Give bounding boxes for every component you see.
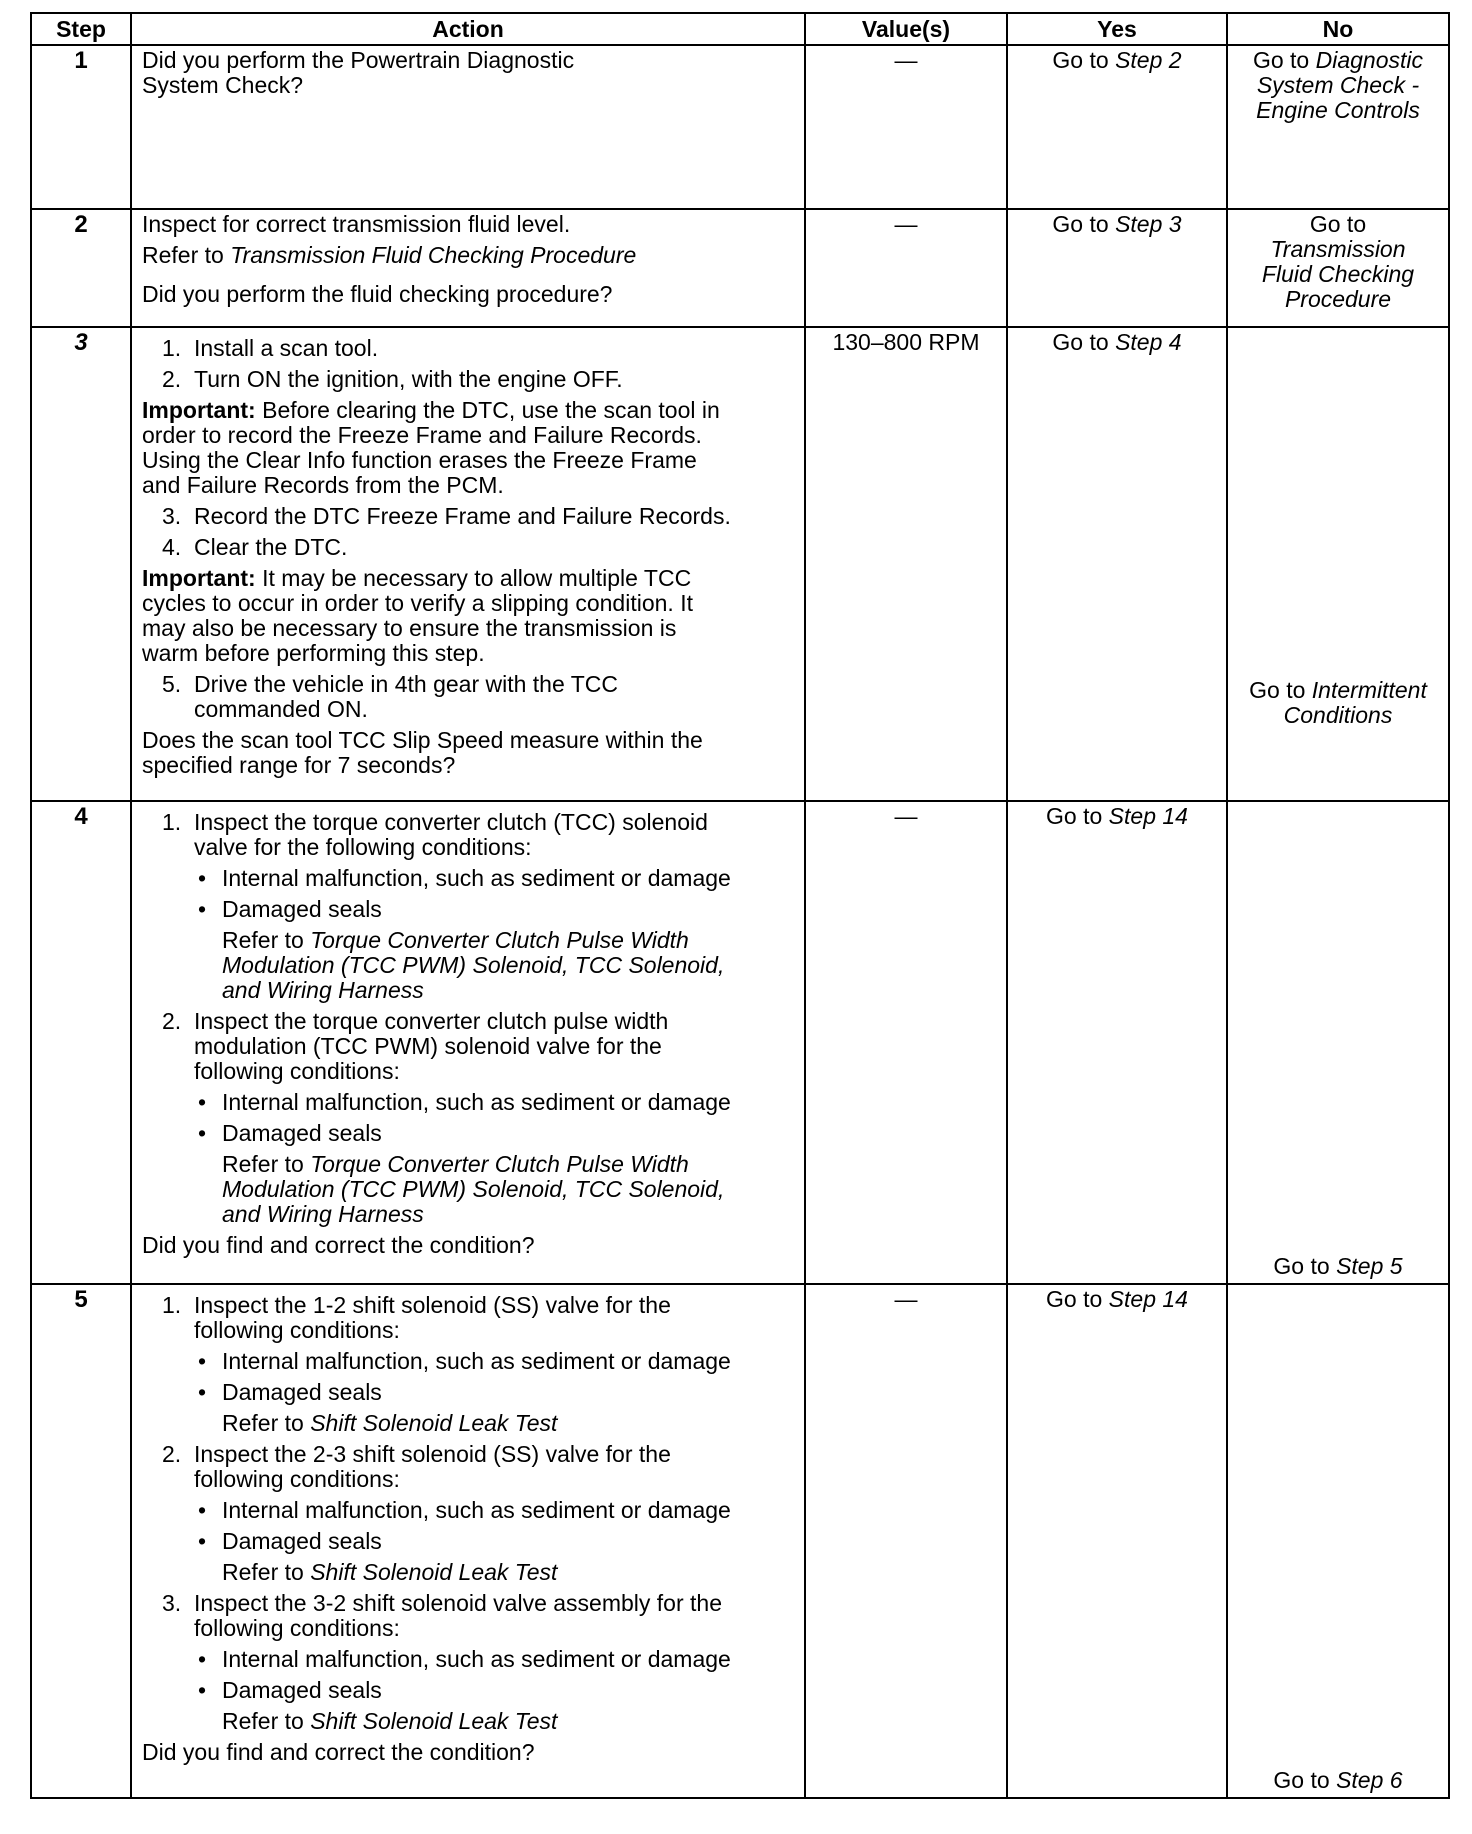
yes-link[interactable]: Step 14 (1108, 1286, 1188, 1312)
no-prefix: Go to (1273, 1767, 1337, 1793)
header-step: Step (31, 13, 131, 45)
item-text: Inspect the 2-3 shift solenoid (SS) valve for the (194, 1441, 671, 1467)
diagnostic-table (30, 12, 1450, 1799)
item-number: 2. (162, 1008, 182, 1034)
bullet-text: Damaged seals (222, 896, 382, 922)
refer-block (222, 1709, 794, 1734)
header-row (31, 13, 1449, 45)
question-line: Did you perform the Powertrain Diagnostic (142, 47, 575, 73)
refer-link[interactable]: Modulation (TCC PWM) Solenoid, TCC Solenoid, (222, 952, 725, 978)
item-number: 3. (162, 1590, 182, 1616)
item-text: following conditions: (194, 1317, 400, 1343)
numbered-item (162, 367, 794, 392)
no-link[interactable]: Step 6 (1336, 1767, 1403, 1793)
refer-block (222, 928, 794, 1003)
item-text: Inspect the torque converter clutch (TCC) solenoid (194, 809, 708, 835)
step-value: 130–800 RPM (805, 327, 1007, 801)
numbered-item (162, 336, 794, 361)
yes-cell (1007, 45, 1227, 209)
yes-prefix: Go to (1052, 329, 1116, 355)
no-cell (1227, 45, 1449, 209)
bullet-item (198, 1121, 794, 1146)
header-yes: Yes (1007, 13, 1227, 45)
numbered-item (162, 810, 794, 860)
no-cell (1227, 1284, 1449, 1798)
no-link[interactable]: Procedure (1284, 286, 1392, 312)
question-line: Did you find and correct the condition? (142, 1232, 535, 1258)
item-text: commanded ON. (194, 696, 368, 722)
step-value: — (805, 209, 1007, 327)
step-value: — (805, 1284, 1007, 1798)
item-number: 5. (162, 671, 182, 697)
note-line: Using the Clear Info function erases the Freeze Frame (142, 447, 697, 473)
bullet-icon: • (198, 1348, 207, 1374)
no-prefix: Go to (1309, 211, 1367, 237)
refer-prefix: Refer to (222, 1151, 311, 1177)
bullet-item (198, 1647, 794, 1672)
question-line: Did you find and correct the condition? (142, 1739, 535, 1765)
note-line: Before clearing the DTC, use the scan tool in (255, 397, 720, 423)
step-row-4 (31, 801, 1449, 1284)
step-action (131, 327, 805, 801)
bullet-text: Damaged seals (222, 1379, 382, 1405)
bullet-item (198, 1380, 794, 1405)
step-number: 5 (31, 1284, 131, 1798)
question (142, 728, 794, 778)
header-no: No (1227, 13, 1449, 45)
step-number: 4 (31, 801, 131, 1284)
yes-prefix: Go to (1052, 47, 1116, 73)
bullet-text: Internal malfunction, such as sediment or damage (222, 865, 731, 891)
important-note (142, 566, 794, 666)
numbered-item (162, 1591, 794, 1641)
yes-link[interactable]: Step 4 (1115, 329, 1182, 355)
refer-link[interactable]: Torque Converter Clutch Pulse Width (310, 1151, 689, 1177)
item-text: modulation (TCC PWM) solenoid valve for the (194, 1033, 662, 1059)
bullet-text: Damaged seals (222, 1677, 382, 1703)
bullet-icon: • (198, 896, 207, 922)
question-line: Did you perform the fluid checking procedure? (142, 281, 613, 307)
bullet-text: Internal malfunction, such as sediment or damage (222, 1348, 731, 1374)
bullet-icon: • (198, 1646, 207, 1672)
item-text: following conditions: (194, 1615, 400, 1641)
numbered-item (162, 1009, 794, 1084)
bullet-text: Damaged seals (222, 1120, 382, 1146)
item-number: 1. (162, 1292, 182, 1318)
refer-link[interactable]: Shift Solenoid Leak Test (310, 1559, 558, 1585)
item-text: Turn ON the ignition, with the engine OFF. (194, 366, 623, 392)
step-action (131, 45, 805, 209)
refer-line (142, 243, 794, 268)
bullet-text: Internal malfunction, such as sediment or damage (222, 1646, 731, 1672)
important-note (142, 398, 794, 498)
action-text: Inspect for correct transmission fluid level. (142, 211, 571, 237)
no-link[interactable]: Step 5 (1336, 1253, 1403, 1279)
numbered-item (162, 672, 794, 722)
item-text: following conditions: (194, 1466, 400, 1492)
bullet-icon: • (198, 1379, 207, 1405)
no-link[interactable]: Intermittent (1311, 677, 1427, 703)
bullet-item (198, 1349, 794, 1374)
item-number: 4. (162, 534, 182, 560)
yes-prefix: Go to (1046, 803, 1109, 829)
numbered-item (162, 504, 794, 529)
step-number: 2 (31, 209, 131, 327)
bullet-icon: • (198, 1497, 207, 1523)
no-link[interactable]: System Check - (1256, 72, 1420, 98)
no-link[interactable]: Conditions (1283, 702, 1393, 728)
refer-prefix: Refer to (222, 1708, 311, 1734)
no-link[interactable]: Diagnostic (1315, 47, 1424, 73)
no-cell (1227, 801, 1449, 1284)
item-text: valve for the following conditions: (194, 834, 532, 860)
numbered-item (162, 1442, 794, 1492)
no-prefix: Go to (1252, 47, 1316, 73)
refer-link[interactable]: Shift Solenoid Leak Test (310, 1708, 558, 1734)
note-line: and Failure Records from the PCM. (142, 472, 504, 498)
bullet-item (198, 897, 794, 922)
numbered-item (162, 1293, 794, 1343)
bullet-icon: • (198, 1089, 207, 1115)
yes-cell (1007, 327, 1227, 801)
refer-link[interactable]: Shift Solenoid Leak Test (310, 1410, 558, 1436)
bullet-icon: • (198, 1120, 207, 1146)
refer-prefix: Refer to (222, 927, 311, 953)
note-line: may also be necessary to ensure the transmission is (142, 615, 677, 641)
yes-prefix: Go to (1052, 211, 1116, 237)
refer-link[interactable]: and Wiring Harness (222, 977, 424, 1003)
yes-link[interactable]: Step 3 (1115, 211, 1182, 237)
refer-link[interactable]: Transmission Fluid Checking Procedure (230, 242, 637, 268)
step-number: 1 (31, 45, 131, 209)
bullet-icon: • (198, 1528, 207, 1554)
bullet-item (198, 1090, 794, 1115)
refer-block (222, 1152, 794, 1227)
refer-prefix: Refer to (222, 1410, 311, 1436)
step-row-5 (31, 1284, 1449, 1798)
item-text: Inspect the 1-2 shift solenoid (SS) valve for the (194, 1292, 671, 1318)
item-number: 3. (162, 503, 182, 529)
note-line: order to record the Freeze Frame and Failure Records. (142, 422, 702, 448)
refer-prefix: Refer to (222, 1559, 311, 1585)
question-line: Does the scan tool TCC Slip Speed measure within the (142, 727, 703, 753)
bullet-item (198, 1498, 794, 1523)
item-text: Install a scan tool. (194, 335, 379, 361)
bullet-item (198, 1529, 794, 1554)
step-number: 3 (31, 327, 131, 801)
numbered-item (162, 535, 794, 560)
no-cell (1227, 327, 1449, 801)
bullet-icon: • (198, 1677, 207, 1703)
bullet-item (198, 866, 794, 891)
refer-block (222, 1560, 794, 1585)
step-action (131, 801, 805, 1284)
refer-link[interactable]: Modulation (TCC PWM) Solenoid, TCC Solenoid, (222, 1176, 725, 1202)
bullet-item (198, 1678, 794, 1703)
item-text: Clear the DTC. (194, 534, 348, 560)
bullet-text: Internal malfunction, such as sediment or damage (222, 1089, 731, 1115)
item-number: 1. (162, 809, 182, 835)
important-label: Important: (142, 397, 256, 423)
refer-link[interactable]: Torque Converter Clutch Pulse Width (310, 927, 689, 953)
bullet-text: Damaged seals (222, 1528, 382, 1554)
yes-link[interactable]: Step 2 (1115, 47, 1182, 73)
step-value: — (805, 801, 1007, 1284)
refer-link[interactable]: and Wiring Harness (222, 1201, 424, 1227)
step-row-1 (31, 45, 1449, 209)
no-link[interactable]: Engine Controls (1256, 97, 1420, 123)
no-prefix: Go to (1249, 677, 1312, 703)
yes-prefix: Go to (1046, 1286, 1109, 1312)
header-action: Action (131, 13, 805, 45)
step-row-3 (31, 327, 1449, 801)
step-action (131, 209, 805, 327)
question-line: System Check? (142, 72, 304, 98)
item-text: Inspect the torque converter clutch pulse width (194, 1008, 669, 1034)
item-number: 1. (162, 335, 182, 361)
no-prefix: Go to (1273, 1253, 1337, 1279)
item-text: following conditions: (194, 1058, 400, 1084)
item-text: Record the DTC Freeze Frame and Failure Records. (194, 503, 731, 529)
refer-prefix: Refer to (142, 242, 231, 268)
step-action (131, 1284, 805, 1798)
no-link[interactable]: Transmission (1270, 236, 1406, 262)
step-row-2 (31, 209, 1449, 327)
yes-cell (1007, 209, 1227, 327)
header-values: Value(s) (805, 13, 1007, 45)
step-value: — (805, 45, 1007, 209)
item-number: 2. (162, 366, 182, 392)
note-line: It may be necessary to allow multiple TCC (255, 565, 692, 591)
refer-block (222, 1411, 794, 1436)
item-text: Drive the vehicle in 4th gear with the TCC (194, 671, 618, 697)
important-label: Important: (142, 565, 256, 591)
yes-cell (1007, 1284, 1227, 1798)
item-text: Inspect the 3-2 shift solenoid valve assembly for the (194, 1590, 723, 1616)
bullet-icon: • (198, 865, 207, 891)
no-cell (1227, 209, 1449, 327)
item-number: 2. (162, 1441, 182, 1467)
no-link[interactable]: Fluid Checking (1261, 261, 1415, 287)
note-line: warm before performing this step. (142, 640, 485, 666)
question-line: specified range for 7 seconds? (142, 752, 456, 778)
yes-link[interactable]: Step 14 (1108, 803, 1188, 829)
note-line: cycles to occur in order to verify a slipping condition. It (142, 590, 693, 616)
yes-cell (1007, 801, 1227, 1284)
bullet-text: Internal malfunction, such as sediment or damage (222, 1497, 731, 1523)
